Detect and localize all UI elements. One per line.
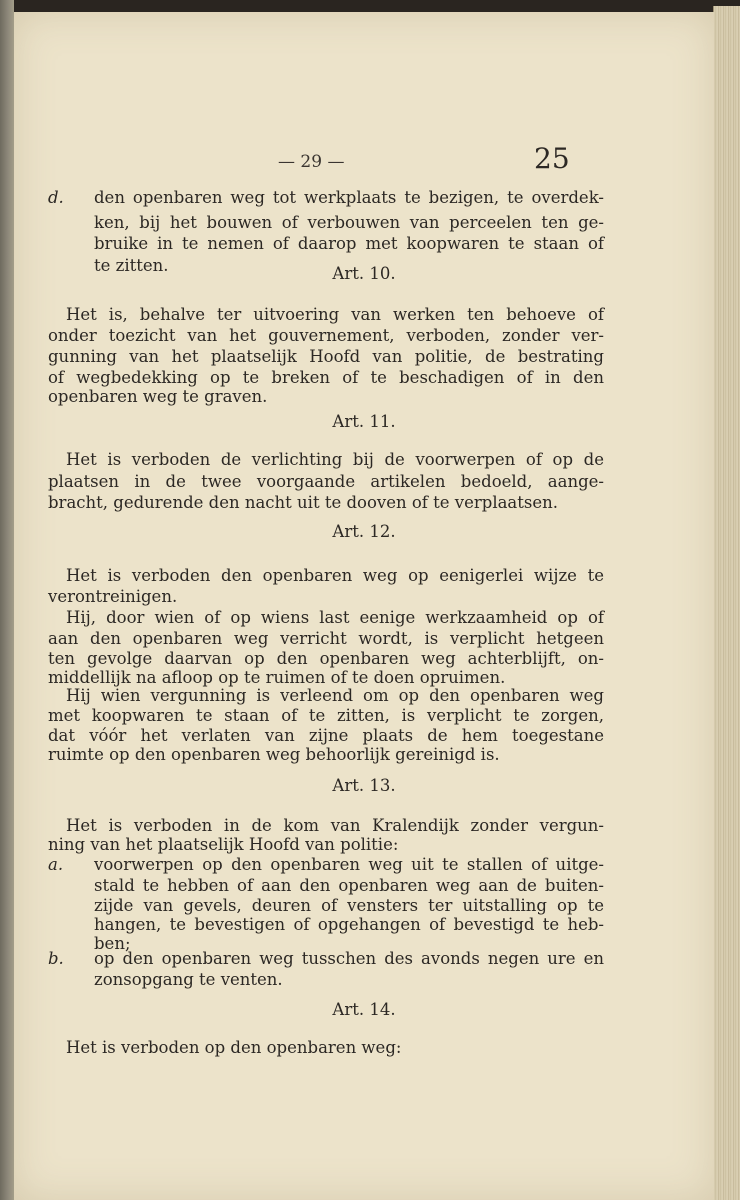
article-heading-13: Art. 13. (332, 776, 396, 795)
text-line: Het is verboden op den openbaren weg: (66, 1038, 402, 1057)
text-line: ruimte op den openbaren weg behoorlijk gereinigd is. (48, 745, 500, 764)
page-number: 25 (534, 142, 570, 175)
text-line: hangen, te bevestigen of opgehangen of bevestigd te heb- (94, 915, 604, 934)
text-line: ken, bij het bouwen of verbouwen van perceelen ten ge- (94, 213, 604, 232)
text-line: middellijk na afloop op te ruimen of te doen opruimen. (48, 668, 506, 687)
text-line: den openbaren weg tot werkplaats te bezigen, te overdek- (94, 188, 604, 207)
text-line: ten gevolge daarvan op den openbaren weg achterblijft, on- (48, 649, 604, 668)
text-line: aan den openbaren weg verricht wordt, is verplicht hetgeen (48, 629, 604, 648)
binding-edge (0, 0, 14, 1200)
text-line: Hij, door wien of op wiens last eenige werkzaamheid op of (66, 608, 604, 627)
text-line: ning van het plaatselijk Hoofd van politie: (48, 835, 399, 854)
text-line: bruike in te nemen of daarop met koopwaren te staan of (94, 234, 604, 253)
text-line: verontreinigen. (48, 587, 178, 606)
list-marker-a: a. (48, 855, 64, 874)
list-marker-b: b. (48, 949, 64, 968)
text-line: openbaren weg te graven. (48, 387, 268, 406)
text-line: op den openbaren weg tusschen des avonds negen ure en (94, 949, 604, 968)
text-line: dat vóór het verlaten van zijne plaats de hem toegestane (48, 726, 604, 745)
text-line: onder toezicht van het gouvernement, verboden, zonder ver- (48, 326, 604, 345)
text-line: met koopwaren te staan of te zitten, is verplicht te zorgen, (48, 706, 604, 725)
page-edges (713, 6, 740, 1200)
text-line: Het is verboden in de kom van Kralendijk zonder vergun- (66, 816, 604, 835)
book-page (14, 12, 714, 1200)
article-heading-14: Art. 14. (332, 1000, 396, 1019)
text-line: of wegbedekking op te breken of te beschadigen of in den (48, 368, 604, 387)
text-line: te zitten. (94, 256, 169, 275)
text-line: voorwerpen op den openbaren weg uit te stallen of uitge- (94, 855, 604, 874)
folio-number: — 29 — (278, 152, 345, 172)
text-line: Het is, behalve ter uitvoering van werken ten behoeve of (66, 305, 604, 324)
page-text (14, 12, 714, 1200)
text-line: Het is verboden de verlichting bij de voorwerpen of op de (66, 450, 604, 469)
text-line: stald te hebben of aan den openbaren weg aan de buiten- (94, 876, 604, 895)
article-heading-10: Art. 10. (332, 264, 396, 283)
list-marker-d: d. (48, 188, 64, 207)
text-line: Het is verboden den openbaren weg op eenigerlei wijze te (66, 566, 604, 585)
article-heading-12: Art. 12. (332, 522, 396, 541)
text-line: bracht, gedurende den nacht uit te dooven of te verplaatsen. (48, 493, 559, 512)
text-line: gunning van het plaatselijk Hoofd van politie, de bestrating (48, 347, 604, 366)
article-heading-11: Art. 11. (332, 412, 396, 431)
text-line: Hij wien vergunning is verleend om op den openbaren weg (66, 686, 604, 705)
text-line: zonsopgang te venten. (94, 970, 283, 989)
text-line: zijde van gevels, deuren of vensters ter uitstalling op te (94, 896, 604, 915)
text-line: plaatsen in de twee voorgaande artikelen bedoeld, aange- (48, 472, 604, 491)
text-line: ben; (94, 934, 131, 953)
